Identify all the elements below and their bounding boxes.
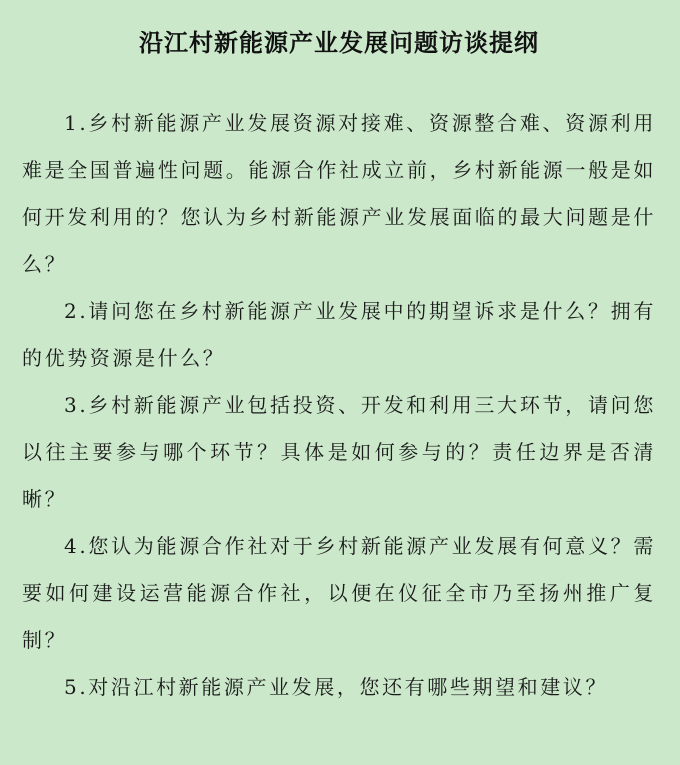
document-title: 沿江村新能源产业发展问题访谈提纲 [139,28,539,57]
question-2: 2.请问您在乡村新能源产业发展中的期望诉求是什么？拥有的优势资源是什么？ [22,299,656,370]
question-1: 1.乡村新能源产业发展资源对接难、资源整合难、资源利用难是全国普遍性问题。能源合作社成立前，乡村新能源一般是如何开发利用的？您认为乡村新能源产业发展面临的最大问题是什么？ [22,111,656,276]
question-5: 5.对沿江村新能源产业发展，您还有哪些期望和建议？ [64,675,609,699]
question-4: 4.您认为能源合作社对于乡村新能源产业发展有何意义？需要如何建设运营能源合作社，以便在仪征全市乃至扬州推广复制？ [22,534,656,652]
question-3: 3.乡村新能源产业包括投资、开发和利用三大环节，请问您以往主要参与哪个环节？具体是如何参与的？责任边界是否清晰？ [22,393,656,511]
